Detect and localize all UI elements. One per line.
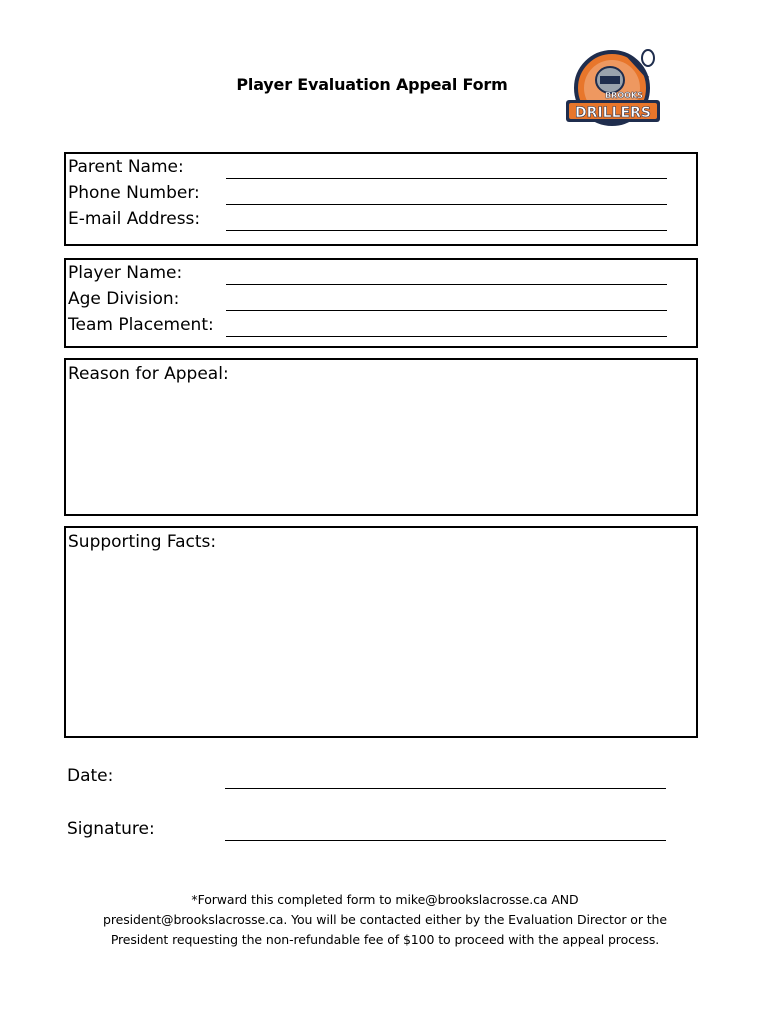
parent-name-label: Parent Name: bbox=[68, 157, 184, 177]
footer-line-2: president@brookslacrosse.ca. You will be contacted either by the Evaluation Director or the bbox=[103, 912, 667, 927]
signature-label: Signature: bbox=[67, 819, 155, 839]
player-info-section bbox=[64, 258, 698, 348]
email-address-label: E-mail Address: bbox=[68, 209, 201, 229]
reason-for-appeal-box[interactable] bbox=[64, 358, 698, 516]
phone-number-field[interactable] bbox=[226, 204, 667, 205]
svg-text:BROOKS: BROOKS bbox=[605, 91, 643, 100]
reason-for-appeal-label: Reason for Appeal: bbox=[68, 364, 229, 384]
date-field[interactable] bbox=[225, 788, 666, 789]
signature-field[interactable] bbox=[225, 840, 666, 841]
parent-contact-section bbox=[64, 152, 698, 246]
supporting-facts-box[interactable] bbox=[64, 526, 698, 738]
team-placement-label: Team Placement: bbox=[68, 315, 214, 335]
footer-note bbox=[80, 890, 690, 950]
player-name-field[interactable] bbox=[226, 284, 667, 285]
footer-line-3: President requesting the non-refundable fee of $100 to proceed with the appeal process. bbox=[110, 932, 660, 947]
svg-text:DRILLERS: DRILLERS bbox=[575, 105, 651, 121]
supporting-facts-label: Supporting Facts: bbox=[68, 532, 217, 552]
brooks-drillers-logo bbox=[562, 48, 664, 130]
team-placement-field[interactable] bbox=[226, 336, 667, 337]
form-title: Player Evaluation Appeal Form bbox=[236, 75, 508, 94]
footer-line-1: *Forward this completed form to mike@brookslacrosse.ca AND bbox=[191, 892, 579, 907]
email-address-field[interactable] bbox=[226, 230, 667, 231]
parent-name-field[interactable] bbox=[226, 178, 667, 179]
player-name-label: Player Name: bbox=[68, 263, 183, 283]
phone-number-label: Phone Number: bbox=[68, 183, 200, 203]
age-division-label: Age Division: bbox=[68, 289, 180, 309]
date-label: Date: bbox=[67, 766, 114, 786]
age-division-field[interactable] bbox=[226, 310, 667, 311]
